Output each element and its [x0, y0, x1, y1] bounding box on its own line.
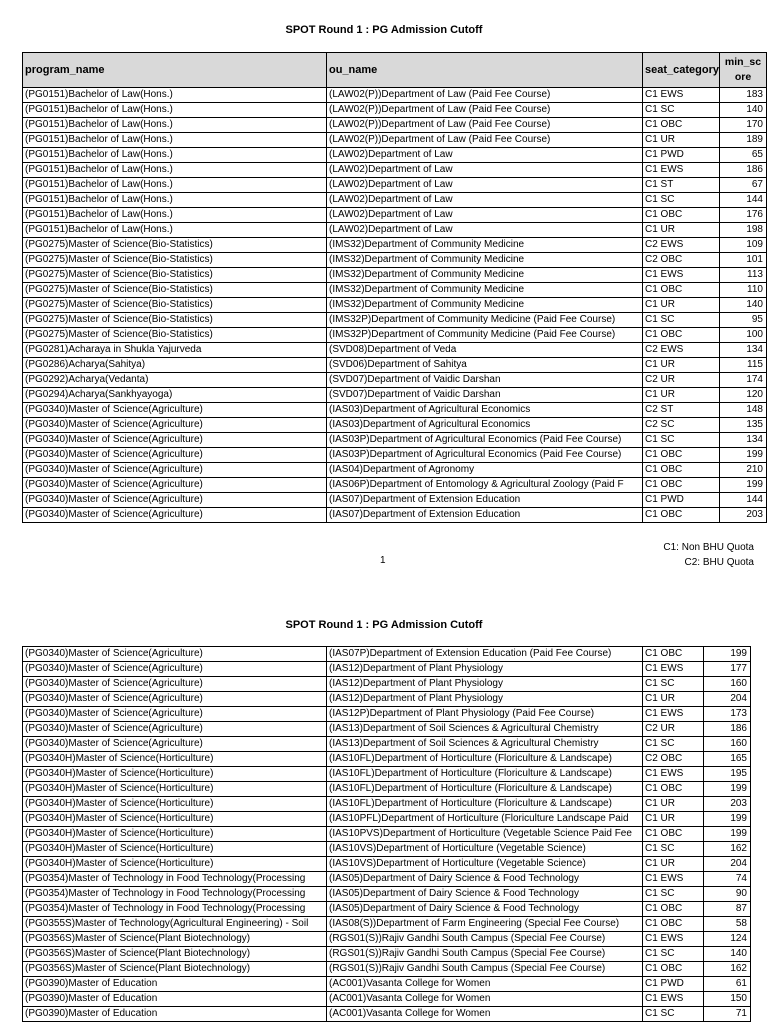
cell-ou-name: (IAS03)Department of Agricultural Economics — [327, 418, 643, 433]
cell-program-name: (PG0151)Bachelor of Law(Hons.) — [23, 88, 327, 103]
cell-min-score: 177 — [704, 662, 751, 677]
cell-program-name: (PG0275)Master of Science(Bio-Statistics) — [23, 313, 327, 328]
cell-seat-category: C1 OBC — [643, 782, 704, 797]
cell-min-score: 144 — [720, 493, 767, 508]
table-row — [23, 902, 751, 917]
cell-program-name: (PG0340)Master of Science(Agriculture) — [23, 722, 327, 737]
cell-min-score: 58 — [704, 917, 751, 932]
cell-program-name: (PG0390)Master of Education — [23, 977, 327, 992]
cell-program-name: (PG0340H)Master of Science(Horticulture) — [23, 842, 327, 857]
cell-program-name: (PG0355S)Master of Technology(Agricultural Engineering) - Soil — [23, 917, 327, 932]
cell-min-score: 148 — [720, 403, 767, 418]
cell-ou-name: (IAS12)Department of Plant Physiology — [327, 662, 643, 677]
cell-seat-category: C1 UR — [643, 388, 720, 403]
cell-seat-category: C1 SC — [643, 103, 720, 118]
cell-min-score: 204 — [704, 692, 751, 707]
cell-min-score: 140 — [720, 298, 767, 313]
cell-ou-name: (IMS32P)Department of Community Medicine (Paid Fee Course) — [327, 313, 643, 328]
cell-min-score: 74 — [704, 872, 751, 887]
table-row — [23, 962, 751, 977]
cell-ou-name: (LAW02(P))Department of Law (Paid Fee Course) — [327, 133, 643, 148]
table-row — [23, 313, 767, 328]
cell-ou-name: (LAW02(P))Department of Law (Paid Fee Course) — [327, 103, 643, 118]
cell-seat-category: C1 EWS — [643, 872, 704, 887]
cell-seat-category: C1 EWS — [643, 707, 704, 722]
cell-program-name: (PG0340H)Master of Science(Horticulture) — [23, 752, 327, 767]
cell-seat-category: C1 OBC — [643, 478, 720, 493]
table-row — [23, 722, 751, 737]
legend-c2: C2: BHU Quota — [684, 557, 754, 568]
cell-seat-category: C2 UR — [643, 722, 704, 737]
cell-program-name: (PG0340)Master of Science(Agriculture) — [23, 448, 327, 463]
cell-program-name: (PG0275)Master of Science(Bio-Statistics) — [23, 283, 327, 298]
cell-min-score: 174 — [720, 373, 767, 388]
cell-ou-name: (IAS07P)Department of Extension Education (Paid Fee Course) — [327, 647, 643, 662]
header-program-name: program_name — [23, 53, 327, 88]
cell-seat-category: C1 EWS — [643, 932, 704, 947]
table-row — [23, 872, 751, 887]
table-row — [23, 478, 767, 493]
table-row — [23, 373, 767, 388]
cell-seat-category: C1 ST — [643, 178, 720, 193]
cell-ou-name: (LAW02(P))Department of Law (Paid Fee Course) — [327, 118, 643, 133]
cell-program-name: (PG0340)Master of Science(Agriculture) — [23, 692, 327, 707]
cell-ou-name: (LAW02(P))Department of Law (Paid Fee Course) — [327, 88, 643, 103]
table-row — [23, 827, 751, 842]
table-row — [23, 842, 751, 857]
cell-ou-name: (IAS13)Department of Soil Sciences & Agricultural Chemistry — [327, 737, 643, 752]
cell-ou-name: (IAS05)Department of Dairy Science & Food Technology — [327, 902, 643, 917]
cell-min-score: 144 — [720, 193, 767, 208]
cell-seat-category: C2 SC — [643, 418, 720, 433]
cell-program-name: (PG0151)Bachelor of Law(Hons.) — [23, 103, 327, 118]
cell-min-score: 67 — [720, 178, 767, 193]
cell-seat-category: C1 SC — [643, 842, 704, 857]
cell-ou-name: (IAS12)Department of Plant Physiology — [327, 692, 643, 707]
cell-seat-category: C1 OBC — [643, 917, 704, 932]
cell-seat-category: C1 EWS — [643, 767, 704, 782]
cell-program-name: (PG0275)Master of Science(Bio-Statistics) — [23, 238, 327, 253]
cell-ou-name: (IAS10FL)Department of Horticulture (Floriculture & Landscape) — [327, 782, 643, 797]
cell-seat-category: C1 UR — [643, 298, 720, 313]
cell-seat-category: C1 UR — [643, 797, 704, 812]
cell-min-score: 176 — [720, 208, 767, 223]
cell-program-name: (PG0340)Master of Science(Agriculture) — [23, 737, 327, 752]
cell-seat-category: C2 ST — [643, 403, 720, 418]
cell-min-score: 134 — [720, 343, 767, 358]
cell-ou-name: (RGS01(S))Rajiv Gandhi South Campus (Special Fee Course) — [327, 962, 643, 977]
cutoff-table — [22, 646, 751, 1022]
table-row — [23, 88, 767, 103]
cell-min-score: 100 — [720, 328, 767, 343]
cell-ou-name: (IAS10VS)Department of Horticulture (Vegetable Science) — [327, 857, 643, 872]
table-row — [23, 508, 767, 523]
cell-seat-category: C1 UR — [643, 223, 720, 238]
table-row — [23, 692, 751, 707]
cell-program-name: (PG0340)Master of Science(Agriculture) — [23, 463, 327, 478]
cell-seat-category: C1 SC — [643, 433, 720, 448]
cell-seat-category: C1 UR — [643, 857, 704, 872]
cell-ou-name: (IAS12)Department of Plant Physiology — [327, 677, 643, 692]
cell-ou-name: (AC001)Vasanta College for Women — [327, 1007, 643, 1022]
cell-ou-name: (SVD06)Department of Sahitya — [327, 358, 643, 373]
cell-program-name: (PG0151)Bachelor of Law(Hons.) — [23, 133, 327, 148]
cell-program-name: (PG0151)Bachelor of Law(Hons.) — [23, 193, 327, 208]
cell-seat-category: C1 SC — [643, 887, 704, 902]
table-row — [23, 463, 767, 478]
cell-seat-category: C2 OBC — [643, 253, 720, 268]
cell-program-name: (PG0151)Bachelor of Law(Hons.) — [23, 118, 327, 133]
cell-min-score: 160 — [704, 677, 751, 692]
cell-program-name: (PG0151)Bachelor of Law(Hons.) — [23, 163, 327, 178]
table-row — [23, 178, 767, 193]
cell-program-name: (PG0292)Acharya(Vedanta) — [23, 373, 327, 388]
cell-ou-name: (IAS04)Department of Agronomy — [327, 463, 643, 478]
cell-program-name: (PG0340)Master of Science(Agriculture) — [23, 707, 327, 722]
table-row — [23, 403, 767, 418]
page-2 — [0, 600, 768, 1024]
table-row — [23, 193, 767, 208]
cell-seat-category: C2 EWS — [643, 238, 720, 253]
table-row — [23, 328, 767, 343]
table-row — [23, 103, 767, 118]
cell-program-name: (PG0340)Master of Science(Agriculture) — [23, 418, 327, 433]
cell-ou-name: (IAS06P)Department of Entomology & Agricultural Zoology (Paid F — [327, 478, 643, 493]
cell-seat-category: C1 EWS — [643, 163, 720, 178]
cell-ou-name: (IAS03P)Department of Agricultural Economics (Paid Fee Course) — [327, 433, 643, 448]
cell-seat-category: C1 OBC — [643, 647, 704, 662]
cell-seat-category: C1 OBC — [643, 508, 720, 523]
cell-min-score: 195 — [704, 767, 751, 782]
cell-program-name: (PG0286)Acharya(Sahitya) — [23, 358, 327, 373]
cell-ou-name: (IAS03)Department of Agricultural Economics — [327, 403, 643, 418]
cell-seat-category: C1 UR — [643, 692, 704, 707]
cell-seat-category: C1 PWD — [643, 977, 704, 992]
table-row — [23, 163, 767, 178]
cell-min-score: 198 — [720, 223, 767, 238]
cell-seat-category: C1 OBC — [643, 962, 704, 977]
cell-program-name: (PG0151)Bachelor of Law(Hons.) — [23, 148, 327, 163]
cell-program-name: (PG0340)Master of Science(Agriculture) — [23, 403, 327, 418]
cell-program-name: (PG0390)Master of Education — [23, 992, 327, 1007]
cell-ou-name: (IMS32P)Department of Community Medicine (Paid Fee Course) — [327, 328, 643, 343]
cell-min-score: 189 — [720, 133, 767, 148]
cell-min-score: 203 — [704, 797, 751, 812]
cell-seat-category: C1 SC — [643, 313, 720, 328]
cell-min-score: 199 — [720, 448, 767, 463]
cell-seat-category: C1 PWD — [643, 148, 720, 163]
table-row — [23, 493, 767, 508]
cell-program-name: (PG0340H)Master of Science(Horticulture) — [23, 797, 327, 812]
cell-min-score: 173 — [704, 707, 751, 722]
table-row — [23, 448, 767, 463]
cell-seat-category: C1 OBC — [643, 902, 704, 917]
page-title: SPOT Round 1 : PG Admission Cutoff — [285, 619, 483, 631]
page-title: SPOT Round 1 : PG Admission Cutoff — [285, 24, 483, 36]
cell-program-name: (PG0354)Master of Technology in Food Technology(Processing — [23, 872, 327, 887]
table-row — [23, 932, 751, 947]
table-row — [23, 148, 767, 163]
cell-min-score: 71 — [704, 1007, 751, 1022]
cell-program-name: (PG0390)Master of Education — [23, 1007, 327, 1022]
table-row — [23, 947, 751, 962]
cell-ou-name: (IMS32)Department of Community Medicine — [327, 283, 643, 298]
table-row — [23, 737, 751, 752]
cell-program-name: (PG0340)Master of Science(Agriculture) — [23, 662, 327, 677]
cell-program-name: (PG0151)Bachelor of Law(Hons.) — [23, 208, 327, 223]
cell-min-score: 199 — [704, 782, 751, 797]
table-body — [23, 88, 767, 523]
table-row — [23, 752, 751, 767]
cell-min-score: 101 — [720, 253, 767, 268]
cell-seat-category: C2 EWS — [643, 343, 720, 358]
cell-program-name: (PG0340H)Master of Science(Horticulture) — [23, 812, 327, 827]
table-row — [23, 253, 767, 268]
cell-seat-category: C1 SC — [643, 947, 704, 962]
cell-seat-category: C2 OBC — [643, 752, 704, 767]
cell-ou-name: (RGS01(S))Rajiv Gandhi South Campus (Special Fee Course) — [327, 947, 643, 962]
cell-seat-category: C1 OBC — [643, 328, 720, 343]
cell-ou-name: (IMS32)Department of Community Medicine — [327, 298, 643, 313]
cell-min-score: 135 — [720, 418, 767, 433]
cell-program-name: (PG0151)Bachelor of Law(Hons.) — [23, 178, 327, 193]
table-row — [23, 662, 751, 677]
cell-ou-name: (LAW02)Department of Law — [327, 178, 643, 193]
table-row — [23, 298, 767, 313]
cell-seat-category: C1 OBC — [643, 118, 720, 133]
cell-program-name: (PG0356S)Master of Science(Plant Biotechnology) — [23, 932, 327, 947]
cell-seat-category: C1 SC — [643, 1007, 704, 1022]
cell-program-name: (PG0275)Master of Science(Bio-Statistics) — [23, 253, 327, 268]
cell-ou-name: (IAS10VS)Department of Horticulture (Vegetable Science) — [327, 842, 643, 857]
cell-program-name: (PG0340H)Master of Science(Horticulture) — [23, 827, 327, 842]
cell-ou-name: (IAS10FL)Department of Horticulture (Floriculture & Landscape) — [327, 767, 643, 782]
cell-program-name: (PG0354)Master of Technology in Food Technology(Processing — [23, 902, 327, 917]
cell-seat-category: C1 OBC — [643, 208, 720, 223]
cell-ou-name: (LAW02)Department of Law — [327, 148, 643, 163]
cell-ou-name: (IAS10FL)Department of Horticulture (Floriculture & Landscape) — [327, 797, 643, 812]
cell-seat-category: C1 OBC — [643, 448, 720, 463]
cell-seat-category: C1 UR — [643, 358, 720, 373]
cell-program-name: (PG0151)Bachelor of Law(Hons.) — [23, 223, 327, 238]
cell-min-score: 210 — [720, 463, 767, 478]
cell-program-name: (PG0294)Acharya(Sankhyayoga) — [23, 388, 327, 403]
cell-ou-name: (LAW02)Department of Law — [327, 223, 643, 238]
cell-min-score: 95 — [720, 313, 767, 328]
table-row — [23, 343, 767, 358]
cell-seat-category: C1 UR — [643, 133, 720, 148]
cell-ou-name: (SVD07)Department of Vaidic Darshan — [327, 388, 643, 403]
table-row — [23, 433, 767, 448]
table-row — [23, 208, 767, 223]
cell-min-score: 162 — [704, 962, 751, 977]
cell-seat-category: C1 EWS — [643, 268, 720, 283]
page-number: 1 — [380, 555, 386, 566]
cell-min-score: 120 — [720, 388, 767, 403]
table-row — [23, 418, 767, 433]
cell-seat-category: C1 SC — [643, 193, 720, 208]
table-row — [23, 887, 751, 902]
cell-ou-name: (IAS08(S))Department of Farm Engineering (Special Fee Course) — [327, 917, 643, 932]
cell-ou-name: (SVD07)Department of Vaidic Darshan — [327, 373, 643, 388]
cell-seat-category: C1 EWS — [643, 992, 704, 1007]
cell-seat-category: C1 OBC — [643, 463, 720, 478]
cell-min-score: 115 — [720, 358, 767, 373]
cutoff-table — [22, 52, 767, 523]
header-min-score-line1: min_sc — [724, 56, 762, 68]
header-ou-name: ou_name — [327, 53, 643, 88]
table-row — [23, 857, 751, 872]
cell-seat-category: C1 OBC — [643, 827, 704, 842]
table-row — [23, 767, 751, 782]
cell-program-name: (PG0340)Master of Science(Agriculture) — [23, 647, 327, 662]
cell-ou-name: (LAW02)Department of Law — [327, 193, 643, 208]
cell-min-score: 199 — [704, 827, 751, 842]
table-row — [23, 782, 751, 797]
cell-ou-name: (AC001)Vasanta College for Women — [327, 992, 643, 1007]
cell-seat-category: C1 EWS — [643, 662, 704, 677]
cell-min-score: 186 — [720, 163, 767, 178]
cell-ou-name: (IAS10PFL)Department of Horticulture (Floriculture Landscape Paid — [327, 812, 643, 827]
cell-ou-name: (LAW02)Department of Law — [327, 208, 643, 223]
cell-seat-category: C1 EWS — [643, 88, 720, 103]
table-row — [23, 1007, 751, 1022]
cell-program-name: (PG0356S)Master of Science(Plant Biotechnology) — [23, 962, 327, 977]
cell-program-name: (PG0340)Master of Science(Agriculture) — [23, 677, 327, 692]
cell-program-name: (PG0340H)Master of Science(Horticulture) — [23, 857, 327, 872]
table-row — [23, 647, 751, 662]
table-row — [23, 223, 767, 238]
cell-min-score: 140 — [704, 947, 751, 962]
cell-seat-category: C2 UR — [643, 373, 720, 388]
cell-min-score: 203 — [720, 508, 767, 523]
cell-seat-category: C1 UR — [643, 812, 704, 827]
cell-min-score: 199 — [704, 647, 751, 662]
table-row — [23, 268, 767, 283]
cell-min-score: 110 — [720, 283, 767, 298]
cell-ou-name: (IAS12P)Department of Plant Physiology (Paid Fee Course) — [327, 707, 643, 722]
header-min-score-line2: ore — [734, 71, 752, 83]
cell-program-name: (PG0340H)Master of Science(Horticulture) — [23, 782, 327, 797]
cell-min-score: 134 — [720, 433, 767, 448]
cell-min-score: 140 — [720, 103, 767, 118]
table-row — [23, 238, 767, 253]
cell-program-name: (PG0275)Master of Science(Bio-Statistics) — [23, 328, 327, 343]
cell-ou-name: (IAS10PVS)Department of Horticulture (Vegetable Science Paid Fee — [327, 827, 643, 842]
cell-min-score: 199 — [704, 812, 751, 827]
cell-min-score: 87 — [704, 902, 751, 917]
cell-ou-name: (IMS32)Department of Community Medicine — [327, 253, 643, 268]
cell-ou-name: (IAS07)Department of Extension Education — [327, 493, 643, 508]
cell-ou-name: (IAS10FL)Department of Horticulture (Floriculture & Landscape) — [327, 752, 643, 767]
cell-min-score: 160 — [704, 737, 751, 752]
table-row — [23, 388, 767, 403]
cell-ou-name: (LAW02)Department of Law — [327, 163, 643, 178]
table-row — [23, 133, 767, 148]
table-body — [23, 647, 751, 1022]
cell-seat-category: C1 SC — [643, 737, 704, 752]
table-row — [23, 677, 751, 692]
cell-min-score: 199 — [720, 478, 767, 493]
cell-seat-category: C1 PWD — [643, 493, 720, 508]
cell-program-name: (PG0275)Master of Science(Bio-Statistics) — [23, 268, 327, 283]
cell-ou-name: (IAS05)Department of Dairy Science & Food Technology — [327, 872, 643, 887]
cell-min-score: 186 — [704, 722, 751, 737]
cell-program-name: (PG0281)Acharaya in Shukla Yajurveda — [23, 343, 327, 358]
cell-min-score: 90 — [704, 887, 751, 902]
cell-seat-category: C1 OBC — [643, 283, 720, 298]
table-header-row — [23, 53, 767, 88]
table-row — [23, 812, 751, 827]
cell-min-score: 65 — [720, 148, 767, 163]
cell-ou-name: (IAS03P)Department of Agricultural Economics (Paid Fee Course) — [327, 448, 643, 463]
cell-min-score: 170 — [720, 118, 767, 133]
cell-program-name: (PG0354)Master of Technology in Food Technology(Processing — [23, 887, 327, 902]
cell-program-name: (PG0340)Master of Science(Agriculture) — [23, 493, 327, 508]
cell-ou-name: (AC001)Vasanta College for Women — [327, 977, 643, 992]
cell-min-score: 113 — [720, 268, 767, 283]
cell-program-name: (PG0340)Master of Science(Agriculture) — [23, 433, 327, 448]
cell-ou-name: (IAS13)Department of Soil Sciences & Agricultural Chemistry — [327, 722, 643, 737]
cell-program-name: (PG0356S)Master of Science(Plant Biotechnology) — [23, 947, 327, 962]
header-seat-category: seat_category — [643, 53, 720, 88]
table-row — [23, 707, 751, 722]
table-row — [23, 118, 767, 133]
cell-min-score: 162 — [704, 842, 751, 857]
cell-ou-name: (IMS32)Department of Community Medicine — [327, 268, 643, 283]
table-row — [23, 358, 767, 373]
cell-ou-name: (RGS01(S))Rajiv Gandhi South Campus (Special Fee Course) — [327, 932, 643, 947]
table-row — [23, 917, 751, 932]
cell-ou-name: (IAS07)Department of Extension Education — [327, 508, 643, 523]
cell-ou-name: (IAS05)Department of Dairy Science & Food Technology — [327, 887, 643, 902]
header-min-score — [720, 53, 767, 88]
cell-program-name: (PG0275)Master of Science(Bio-Statistics) — [23, 298, 327, 313]
cell-ou-name: (IMS32)Department of Community Medicine — [327, 238, 643, 253]
table-row — [23, 283, 767, 298]
cell-program-name: (PG0340H)Master of Science(Horticulture) — [23, 767, 327, 782]
table-row — [23, 992, 751, 1007]
cell-min-score: 150 — [704, 992, 751, 1007]
table-row — [23, 977, 751, 992]
cell-program-name: (PG0340)Master of Science(Agriculture) — [23, 478, 327, 493]
table-row — [23, 797, 751, 812]
cell-min-score: 109 — [720, 238, 767, 253]
cell-seat-category: C1 SC — [643, 677, 704, 692]
cell-min-score: 124 — [704, 932, 751, 947]
cell-program-name: (PG0340)Master of Science(Agriculture) — [23, 508, 327, 523]
cell-ou-name: (SVD08)Department of Veda — [327, 343, 643, 358]
cell-min-score: 204 — [704, 857, 751, 872]
cell-min-score: 165 — [704, 752, 751, 767]
cell-min-score: 61 — [704, 977, 751, 992]
cell-min-score: 183 — [720, 88, 767, 103]
legend-c1: C1: Non BHU Quota — [663, 542, 754, 553]
